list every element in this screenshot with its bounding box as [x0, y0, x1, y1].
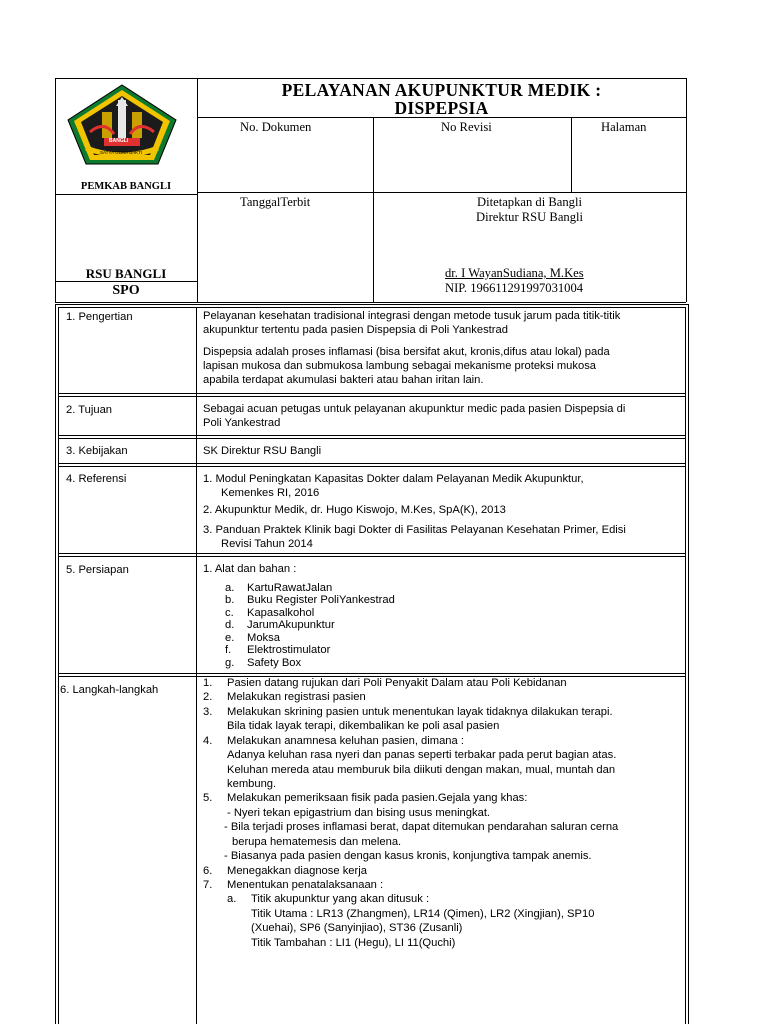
step-text: kembung.: [227, 778, 277, 790]
step-text: (Xuehai), SP6 (Sanyinjiao), ST36 (Zusanli): [251, 922, 463, 934]
item-text: Buku Register PoliYankestrad: [247, 594, 395, 606]
langkah-line: [227, 936, 455, 951]
langkah-line: [227, 907, 594, 922]
step-text: - Bila terjadi proses inflamasi berat, dapat ditemukan pendarahan saluran cerna: [224, 821, 619, 833]
spo-label: SPO: [112, 283, 140, 298]
persiapan-item: [225, 582, 332, 594]
step-number: 5.: [203, 792, 213, 804]
persiapan-item: [225, 594, 395, 606]
langkah-line: [203, 763, 615, 778]
langkah-line: [208, 835, 401, 850]
step-text: Pasien datang rujukan dari Poli Penyakit Dalam atau Poli Kebidanan: [227, 677, 567, 689]
item-text: JarumAkupunktur: [247, 619, 335, 631]
logo: [64, 82, 180, 168]
step-text: berupa hematemesis dan melena.: [232, 836, 402, 848]
doc-title-line2: DISPEPSIA: [394, 98, 489, 118]
logo-motto: SATYA GUNA BAKTI: [100, 150, 143, 155]
step-text: Bila tidak layak terapi, dikembalikan ke poli asal pasien: [227, 720, 500, 732]
langkah-line: [203, 719, 499, 734]
step-text: Titik Tambahan : LI1 (Hegu), LI 11(Quchi): [251, 937, 456, 949]
step-text: Melakukan pemeriksaan fisik pada pasien.Gejala yang khas:: [227, 792, 528, 804]
tanggal-terbit-label: TanggalTerbit: [240, 195, 311, 209]
step-text: Keluhan mereda atau memburuk bila diikuti dengan makan, mual, muntah dan: [227, 764, 616, 776]
direktur-label: Direktur RSU Bangli: [475, 210, 584, 224]
persiapan-item: [225, 607, 314, 619]
nip-label: NIP. 196611291997031004: [445, 281, 584, 295]
step-number: 6.: [203, 865, 213, 877]
item-mark: d.: [225, 619, 235, 631]
label-persiapan: 5. Persiapan: [66, 564, 129, 576]
referensi-line: Revisi Tahun 2014: [221, 538, 313, 550]
item-mark: g.: [225, 657, 235, 669]
step-number: 3.: [203, 706, 213, 718]
langkah-line: [203, 748, 616, 763]
langkah-line: [203, 791, 527, 806]
step-text: - Nyeri tekan epigastrium dan bising usus meningkat.: [227, 807, 491, 819]
item-text: Kapasalkohol: [247, 607, 315, 619]
referensi-line: Kemenkes RI, 2016: [221, 487, 320, 499]
step-text: Adanya keluhan rasa nyeri dan panas seperti terbakar pada perut bagian atas.: [227, 749, 617, 761]
langkah-line: [203, 878, 383, 893]
langkah-line: [203, 864, 367, 879]
step-number: 4.: [203, 735, 213, 747]
doc-title-line1: PELAYANAN AKUPUNKTUR MEDIK :: [281, 80, 602, 100]
tujuan-line: Sebagai acuan petugas untuk pelayanan akupunktur medic pada pasien Dispepsia di: [203, 403, 626, 415]
label-kebijakan: 3. Kebijakan: [66, 445, 128, 457]
step-text: Titik Utama : LR13 (Zhangmen), LR14 (Qimen), LR2 (Xingjian), SP10: [251, 908, 595, 920]
signatory-name: dr. I WayanSudiana, M.Kes: [445, 266, 584, 280]
label-langkah: 6. Langkah-langkah: [60, 684, 159, 696]
rsu-label: RSU BANGLI: [85, 266, 167, 281]
langkah-line: [200, 820, 618, 835]
step-number: a.: [227, 893, 237, 905]
label-tujuan: 2. Tujuan: [66, 404, 113, 416]
pengertian-line: apabila terdapat akumulasi bakteri atau bahan iritan lain.: [203, 374, 484, 386]
langkah-line: [203, 777, 276, 792]
pengertian-line: lapisan mukosa dan submukosa lambung sebagai mekanisme proteksi mukosa: [203, 360, 597, 372]
persiapan-item: [225, 619, 335, 631]
item-text: Moksa: [247, 632, 280, 644]
step-text: Melakukan skrining pasien untuk menentukan layak tidaknya dilakukan terapi.: [227, 706, 613, 718]
item-mark: c.: [225, 607, 234, 619]
persiapan-item: [225, 657, 301, 669]
persiapan-item: [225, 632, 280, 644]
step-text: Titik akupunktur yang akan ditusuk :: [251, 893, 430, 905]
item-text: Safety Box: [247, 657, 302, 669]
step-number: 7.: [203, 879, 213, 891]
referensi-line: 2. Akupunktur Medik, dr. Hugo Kiswojo, M.Kes, SpA(K), 2013: [203, 504, 506, 516]
label-pengertian: 1. Pengertian: [66, 311, 133, 323]
langkah-line: [227, 921, 462, 936]
item-mark: a.: [225, 582, 235, 594]
pengertian-line: Dispepsia adalah proses inflamasi (bisa bersifat akut, kronis,difus atau lokal) pada: [203, 346, 610, 358]
step-text: Menentukan penatalaksanaan :: [227, 879, 384, 891]
langkah-line: [200, 849, 592, 864]
step-text: Melakukan registrasi pasien: [227, 691, 366, 703]
item-mark: f.: [225, 644, 232, 656]
halaman-label: Halaman: [601, 120, 647, 134]
step-text: Menegakkan diagnose kerja: [227, 865, 367, 877]
tujuan-line: Poli Yankestrad: [203, 417, 281, 429]
langkah-line: [203, 690, 366, 705]
referensi-line: 1. Modul Peningkatan Kapasitas Dokter dalam Pelayanan Medik Akupunktur,: [203, 473, 584, 485]
langkah-line: [227, 892, 429, 907]
item-text: Elektrostimulator: [247, 644, 331, 656]
langkah-line: [203, 734, 464, 749]
step-text: Melakukan anamnesa keluhan pasien, dimana :: [227, 735, 464, 747]
step-number: 2.: [203, 691, 213, 703]
ditetapkan-label: Ditetapkan di Bangli: [477, 195, 582, 209]
persiapan-intro: 1. Alat dan bahan :: [203, 563, 297, 575]
langkah-line: [203, 806, 490, 821]
step-text: - Biasanya pada pasien dengan kasus kronis, konjungtiva tampak anemis.: [224, 850, 592, 862]
no-revisi-label: No Revisi: [441, 120, 492, 134]
langkah-line: [203, 676, 567, 691]
item-mark: b.: [225, 594, 235, 606]
pengertian-line: Pelayanan kesehatan tradisional integrasi dengan metode tusuk jarum pada titik-titik: [203, 310, 621, 322]
item-text: KartuRawatJalan: [247, 582, 333, 594]
langkah-line: [203, 705, 613, 720]
label-referensi: 4. Referensi: [66, 473, 127, 485]
kebijakan-line: SK Direktur RSU Bangli: [203, 445, 322, 457]
no-dokumen-label: No. Dokumen: [240, 120, 312, 134]
referensi-line: 3. Panduan Praktek Klinik bagi Dokter di Fasilitas Pelayanan Kesehatan Primer, Edisi: [203, 524, 626, 536]
persiapan-item: [225, 644, 330, 656]
item-mark: e.: [225, 632, 235, 644]
pengertian-line: akupunktur tertentu pada pasien Dispepsia di Poli Yankestrad: [203, 324, 508, 336]
step-number: 1.: [203, 677, 213, 689]
pemkab-label: PEMKAB BANGLI: [80, 181, 172, 192]
logo-text: BANGLI: [109, 138, 129, 144]
